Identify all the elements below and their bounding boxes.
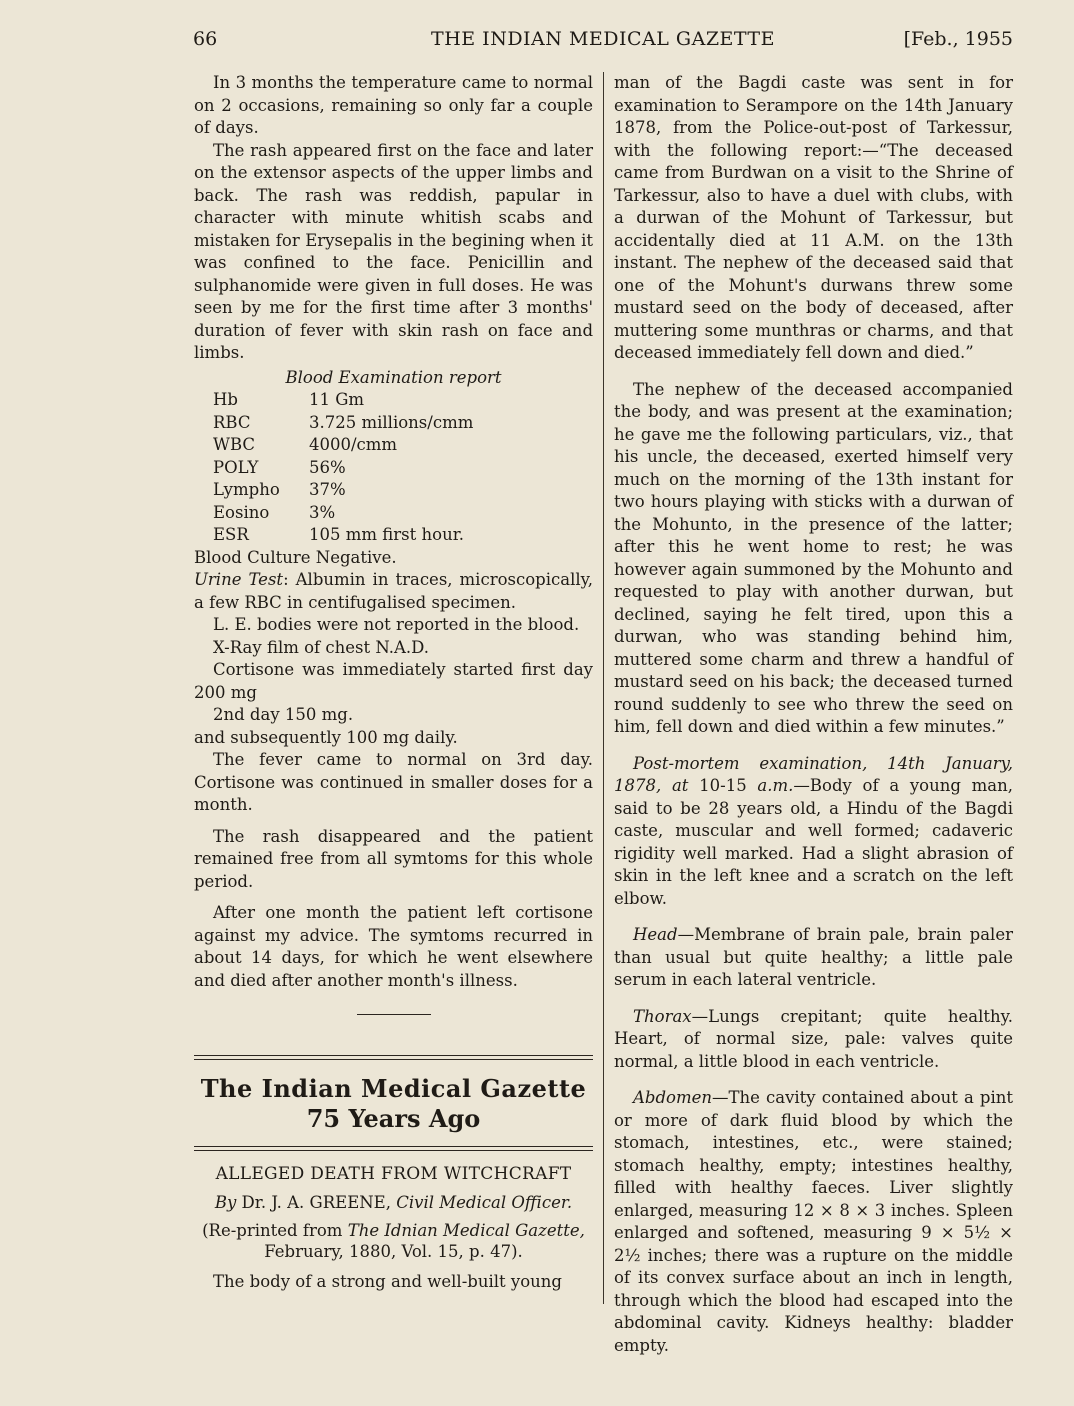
post-mortem-label: Post-mortem examination, 14th January, 1878, at xyxy=(614,753,1013,795)
blood-value: 56% xyxy=(309,457,346,477)
head-text: —Membrane of brain pale, brain paler than usual but quite healthy; a little pale serum in each lateral ventricle. xyxy=(614,925,1013,989)
byline-name: Dr. J. A. GREENE, xyxy=(236,1192,397,1212)
blood-value: 11 Gm xyxy=(309,390,365,409)
reprint-details: February, 1880, Vol. 15, p. 47). xyxy=(264,1242,523,1261)
blood-report-table xyxy=(213,389,593,547)
le-bodies-line: L. E. bodies were not reported in the blood. xyxy=(213,615,580,634)
blood-label: Eosino xyxy=(213,502,270,522)
banner-rule-bottom xyxy=(194,1146,593,1151)
banner-years-ago: 75 Years Ago xyxy=(306,1104,481,1133)
paragraph-rash-disappeared: The rash disappeared and the patient remained free from all symtoms for this whole period. xyxy=(194,826,593,891)
journal-title: THE INDIAN MEDICAL GAZETTE xyxy=(431,28,775,50)
thorax-label: Thorax xyxy=(633,1006,692,1026)
banner-rule-top xyxy=(194,1055,593,1060)
cortisone-line-1: Cortisone was immediately started first day 200 mg xyxy=(194,660,593,702)
urine-test-text: : Albumin in traces, microscopically, a few RBC in centifugalised specimen. xyxy=(194,570,594,612)
paragraph-abdomen xyxy=(614,1087,1013,1357)
blood-label: Lympho xyxy=(213,480,280,499)
blood-value: 4000/cmm xyxy=(309,435,398,454)
paragraph-temperature: In 3 months the temperature came to normal on 2 occasions, remaining so only far a couple of days. xyxy=(194,73,593,137)
paragraph-rash: The rash appeared first on the face and later on the extensor aspects of the upper limbs and back. The rash was reddish, papular in character with minute whitish scabs and mistaken for Erysepalis in the begining when it was confined to the face. Penicillin and sulphanomide were given in full doses. He was seen by me for the first time after 3 months' duration of fever with skin rash on face and limbs. xyxy=(194,140,593,362)
blood-label: RBC xyxy=(213,412,251,432)
blood-value: 37% xyxy=(309,480,346,499)
paragraph-report: man of the Bagdi caste was sent in for examination to Serampore on the 14th January 1878, from the Police-out-post of Tarkessur, with the following report:—“The deceased came from Burdwan on a visit to the Shrine of Tarkessur, also to have a duel with clubs, with a durwan of the Mohunt of Tarkessur, but accidentally died at 11 A.M. on the 13th instant. The nephew of the deceased said that one of the Mohunt's durwans threw some mustard seed on the body of deceased, after muttering some munthras or charms, and that deceased immediately fell down and died.” xyxy=(614,73,1013,362)
xray-line: X-Ray film of chest N.A.D. xyxy=(213,637,430,657)
paragraph-post-mortem xyxy=(614,753,1013,911)
blood-row xyxy=(213,524,593,547)
byline-by: By xyxy=(214,1192,237,1212)
blood-row xyxy=(213,434,593,457)
page-number: 66 xyxy=(193,28,218,50)
abdomen-text: —The cavity contained about a pint or more of dark fluid blood by which the stomach, intestines, etc., were stained; stomach healthy, empty; intestines healthy, filled with healthy faeces. Liver slightly enlarged, measuring 12 × 8 × 3 inches. Spleen enlarged and softened, measuring 9 × 5½ × 2½ inches; there was a rupture on the middle of its convex surface about an inch in length, through which the blood had escaped into the abdominal cavity. Kidneys healthy: bladder empty. xyxy=(614,1088,1013,1355)
paragraph-head xyxy=(614,924,1013,992)
urine-test-paragraph xyxy=(194,569,593,614)
running-header xyxy=(193,28,1013,54)
article-title: ALLEGED DEATH FROM WITCHCRAFT xyxy=(215,1164,572,1184)
blood-row xyxy=(213,457,593,480)
post-mortem-time: 10-15 xyxy=(688,776,758,795)
blood-value: 3% xyxy=(309,502,336,522)
post-mortem-ampm: a.m. xyxy=(757,776,794,795)
blood-row xyxy=(213,479,593,502)
blood-label: Hb xyxy=(213,390,238,409)
urine-test-label: Urine Test xyxy=(194,570,284,589)
thorax-text: —Lungs crepitant; quite healthy. Heart, of normal size, pale: valves quite normal, a little blood in each ventricle. xyxy=(614,1006,1013,1071)
issue-date: [Feb., 1955 xyxy=(903,28,1013,50)
reprint-prefix: (Re-printed from xyxy=(202,1221,348,1240)
paragraph-after: After one month the patient left cortisone against my advice. The symtoms recurred in about 14 days, for which he went elsewhere and died after another month's illness. xyxy=(194,903,593,990)
blood-row xyxy=(213,389,593,412)
cortisone-line-3: and subsequently 100 mg daily. xyxy=(194,727,458,747)
article-byline xyxy=(194,1192,593,1215)
paragraph-fever: The fever came to normal on 3rd day. Cortisone was continued in smaller doses for a month. xyxy=(194,750,593,814)
head-label: Head xyxy=(633,925,678,944)
blood-value: 3.725 millions/cmm xyxy=(309,412,474,432)
blood-report-title: Blood Examination report xyxy=(285,367,502,387)
left-column xyxy=(194,72,593,1294)
blood-culture-line: Blood Culture Negative. xyxy=(194,547,397,567)
right-column xyxy=(614,72,1013,1357)
byline-role: Civil Medical Officer. xyxy=(396,1192,573,1212)
cortisone-line-2: 2nd day 150 mg. xyxy=(213,705,354,724)
blood-value: 105 mm first hour. xyxy=(309,525,465,544)
blood-label: WBC xyxy=(213,435,256,454)
section-rule xyxy=(357,1014,431,1015)
article-body-start: The body of a strong and well-built young xyxy=(213,1272,562,1291)
post-mortem-text: —Body of a young man, said to be 28 years old, a Hindu of the Bagdi caste, muscular and well formed; cadaveric rigidity well marked. Had a slight abrasion of skin in the left knee and a scratch on the left elbow. xyxy=(614,776,1013,908)
blood-row xyxy=(213,412,593,435)
abdomen-label: Abdomen xyxy=(633,1088,713,1107)
blood-label: ESR xyxy=(213,525,249,544)
banner-journal-name: The Indian Medical Gazette xyxy=(200,1074,587,1103)
blood-label: POLY xyxy=(213,457,259,477)
paragraph-nephew: The nephew of the deceased accompanied the body, and was present at the examination; he gave me the following particulars, viz., that his uncle, the deceased, exerted himself very much on the morning of the 13th instant for two hours playing with sticks with a durwan of the Mohunto, in the presence of the latter; after this he went home to rest; he was however again summoned by the Mohunto and requested to play with another durwan, but declined, saying he felt tired, upon this a durwan, who was standing behind him, muttered some charm and threw a handful of mustard seed on his back; the deceased turned round suddenly to see who threw the seed on him, fell down and died within a few minutes.” xyxy=(614,379,1013,736)
reprint-journal: The Idnian Medical Gazette, xyxy=(347,1221,585,1240)
reprint-note xyxy=(194,1220,593,1262)
column-divider xyxy=(603,72,604,1304)
blood-row xyxy=(213,502,593,525)
paragraph-thorax xyxy=(614,1006,1013,1074)
seventy-five-years-ago-banner xyxy=(194,1055,593,1151)
